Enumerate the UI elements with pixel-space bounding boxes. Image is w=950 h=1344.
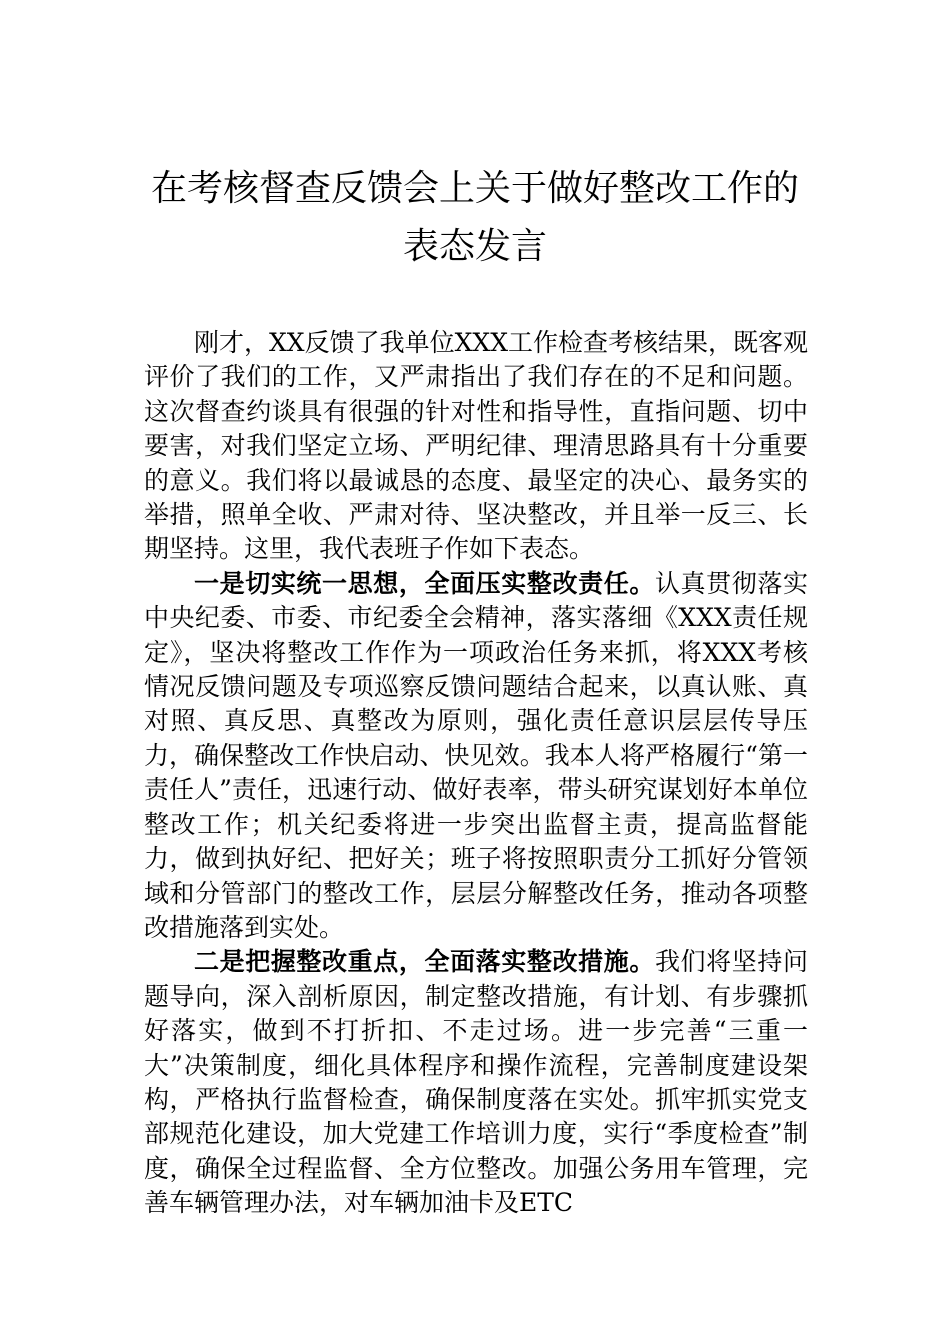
- document-body: [144, 326, 808, 1221]
- paragraph-1: [144, 326, 808, 567]
- title-line-1: 在考核督查反馈会上关于做好整改工作的: [150, 168, 799, 209]
- paragraph-lead: 二是把握整改重点，全面落实整改措施。: [194, 947, 655, 977]
- paragraph-text: 我们将坚持问题导向，深入剖析原因，制定整改措施，有计划、有步骤抓好落实，做到不打折扣、不走过场。进一步完善“三重一大”决策制度，细化具体程序和操作流程，完善制度建设架构，严格执行监督检查，确保制度落在实处。抓牢抓实党支部规范化建设，加大党建工作培训力度，实行“季度检查”制度，确保全过程监督、全方位整改。加强公务用车管理，完善车辆管理办法，对车辆加油卡及ETC: [144, 947, 808, 1218]
- document-title: [0, 160, 950, 276]
- paragraph-3: [144, 945, 808, 1220]
- paragraph-text: 认真贯彻落实中央纪委、市委、市纪委全会精神，落实落细《XXX责任规定》，坚决将整改工作作为一项政治任务来抓，将XXX考核情况反馈问题及专项巡察反馈问题结合起来，以真认账、真对照、真反思、真整改为原则，强化责任意识层层传导压力，确保整改工作快启动、快见效。我本人将严格履行“第一责任人”责任，迅速行动、做好表率，带头研究谋划好本单位整改工作；机关纪委将进一步突出监督主责，提高监督能力，做到执好纪、把好关；班子将按照职责分工抓好分管领域和分管部门的整改工作，层层分解整改任务，推动各项整改措施落到实处。: [144, 568, 808, 942]
- paragraph-lead: 一是切实统一思想，全面压实整改责任。: [194, 568, 655, 598]
- paragraph-2: [144, 567, 808, 945]
- title-line-2: 表态发言: [402, 226, 547, 267]
- paragraph-text: 刚才，XX反馈了我单位XXX工作检查考核结果，既客观评价了我们的工作，又严肃指出了我们存在的不足和问题。这次督查约谈具有很强的针对性和指导性，直指问题、切中要害，对我们坚定立场、严明纪律、理清思路具有十分重要的意义。我们将以最诚恳的态度、最坚定的决心、最务实的举措，照单全收、严肃对待、坚决整改，并且举一反三、长期坚持。这里，我代表班子作如下表态。: [144, 328, 808, 564]
